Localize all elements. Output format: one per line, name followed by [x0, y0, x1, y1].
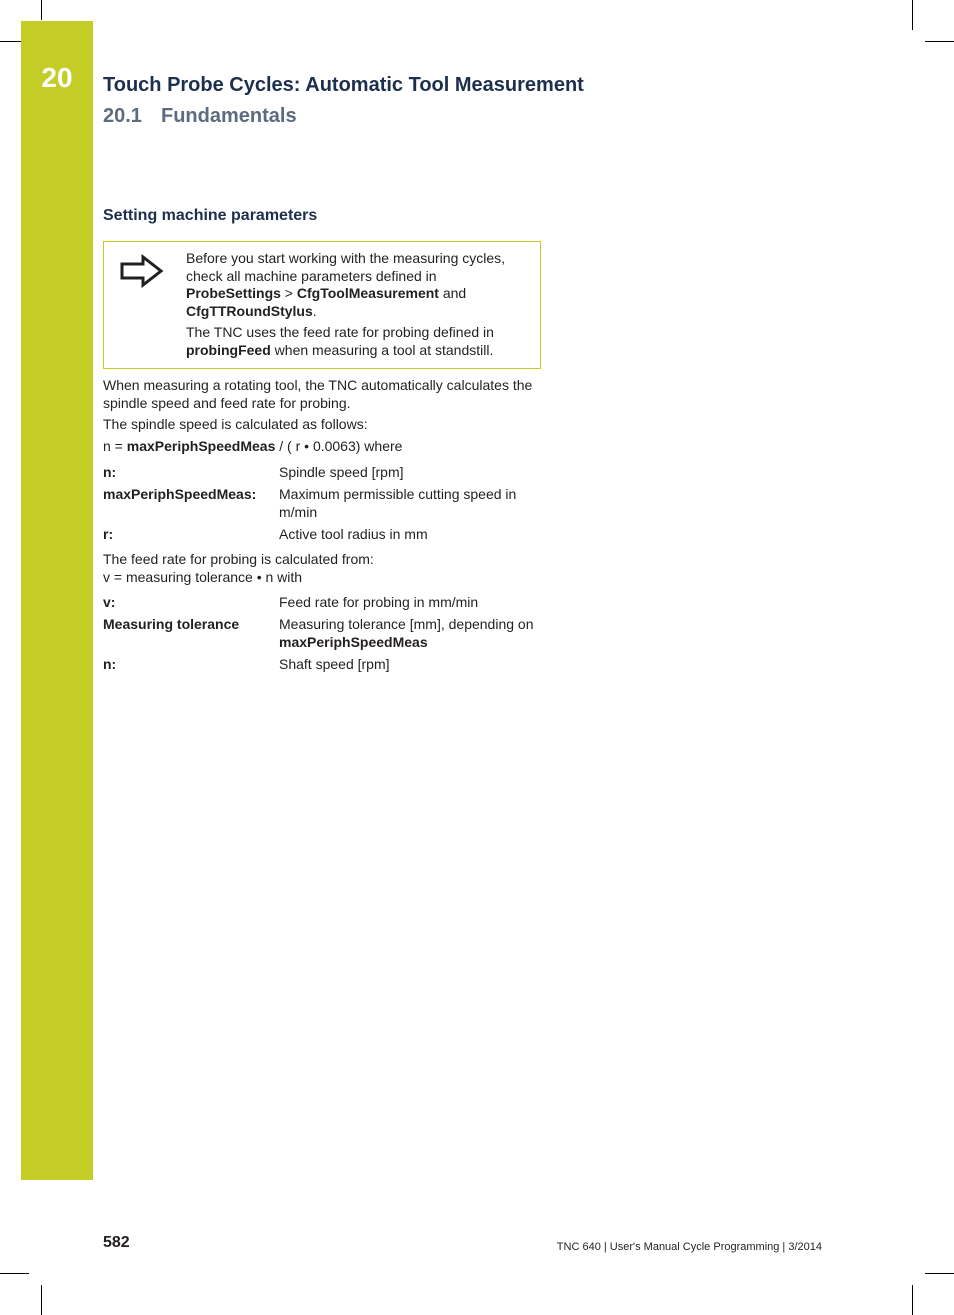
body-paragraph: When measuring a rotating tool, the TNC automatically calculates the spindle speed and feed rate for probing.: [103, 377, 533, 411]
formula-part: n =: [103, 438, 127, 454]
definition-description: Feed rate for probing in mm/min: [279, 594, 479, 610]
notice-text: [186, 250, 526, 363]
chapter-side-bar: [21, 21, 93, 1180]
definition-term: maxPeriphSpeedMeas:: [103, 486, 257, 502]
param-probing-feed: probingFeed: [186, 341, 271, 358]
section-title: [103, 103, 297, 129]
param-cfg-tool-measurement: CfgToolMeasurement: [296, 285, 439, 301]
crop-mark: [925, 41, 954, 42]
formula-param: maxPeriphSpeedMeas: [126, 438, 276, 454]
notice-text-span: when measuring a tool at standstill.: [270, 341, 494, 358]
section-name: Fundamentals: [161, 105, 297, 127]
body-line: The feed rate for probing is calculated from:: [103, 551, 374, 567]
definition-row: [103, 486, 543, 526]
chapter-number: 20: [41, 62, 73, 93]
crop-mark: [0, 41, 21, 42]
notice-box: [103, 241, 541, 369]
definition-description: [279, 616, 543, 656]
subsection-heading: Setting machine parameters: [103, 207, 318, 224]
crop-mark: [912, 1285, 913, 1315]
notice-text-span: The TNC uses the feed rate for probing defined in: [186, 324, 494, 340]
chapter-title: Touch Probe Cycles: Automatic Tool Measurement: [103, 74, 584, 96]
body-paragraph: [103, 551, 543, 586]
definition-row: [103, 594, 543, 616]
definition-description: Spindle speed [rpm]: [279, 464, 404, 480]
crop-mark: [0, 1273, 29, 1274]
definition-list: [103, 464, 543, 548]
notice-paragraph: [186, 250, 526, 320]
definition-row: [103, 526, 543, 548]
definition-list: [103, 594, 543, 678]
definition-term: r:: [103, 525, 114, 542]
footer-text: TNC 640 | User's Manual Cycle Programming | 3/2014: [556, 1241, 822, 1253]
body-paragraph: The spindle speed is calculated as follows:: [103, 416, 368, 432]
formula-spindle-speed: [103, 438, 543, 456]
definition-term: v:: [103, 594, 116, 610]
right-arrow-icon: [119, 254, 165, 288]
formula-feed-rate: v = measuring tolerance • n with: [103, 568, 303, 585]
definition-row: [103, 656, 543, 678]
definition-text: Measuring tolerance [mm], depending on: [279, 616, 534, 632]
definition-term: n:: [103, 464, 117, 480]
notice-text-span: Before you start working with the measuring cycles, check all machine parameters defined in: [186, 250, 506, 284]
notice-text-span: .: [312, 302, 317, 319]
section-number: 20.1: [103, 105, 142, 127]
definition-term: Measuring tolerance: [103, 616, 240, 632]
definition-description: Active tool radius in mm: [279, 525, 428, 542]
crop-mark: [925, 1273, 954, 1274]
notice-text-span: and: [438, 285, 467, 301]
definition-row: [103, 464, 543, 486]
definition-param: maxPeriphSpeedMeas: [279, 633, 428, 650]
param-probe-settings: ProbeSettings: [186, 285, 281, 301]
notice-paragraph: [186, 324, 526, 359]
definition-row: [103, 616, 543, 656]
formula-part: / ( r • 0.0063) where: [275, 438, 403, 454]
notice-text-span: >: [280, 285, 297, 301]
crop-mark: [41, 1285, 42, 1315]
definition-description: Maximum permissible cutting speed in m/min: [279, 486, 517, 520]
page-number: 582: [103, 1234, 130, 1251]
param-cfg-tt-round-stylus: CfgTTRoundStylus: [186, 302, 313, 319]
definition-description: Shaft speed [rpm]: [279, 655, 390, 672]
crop-mark: [41, 0, 42, 20]
definition-term: n:: [103, 655, 117, 672]
crop-mark: [912, 0, 913, 30]
